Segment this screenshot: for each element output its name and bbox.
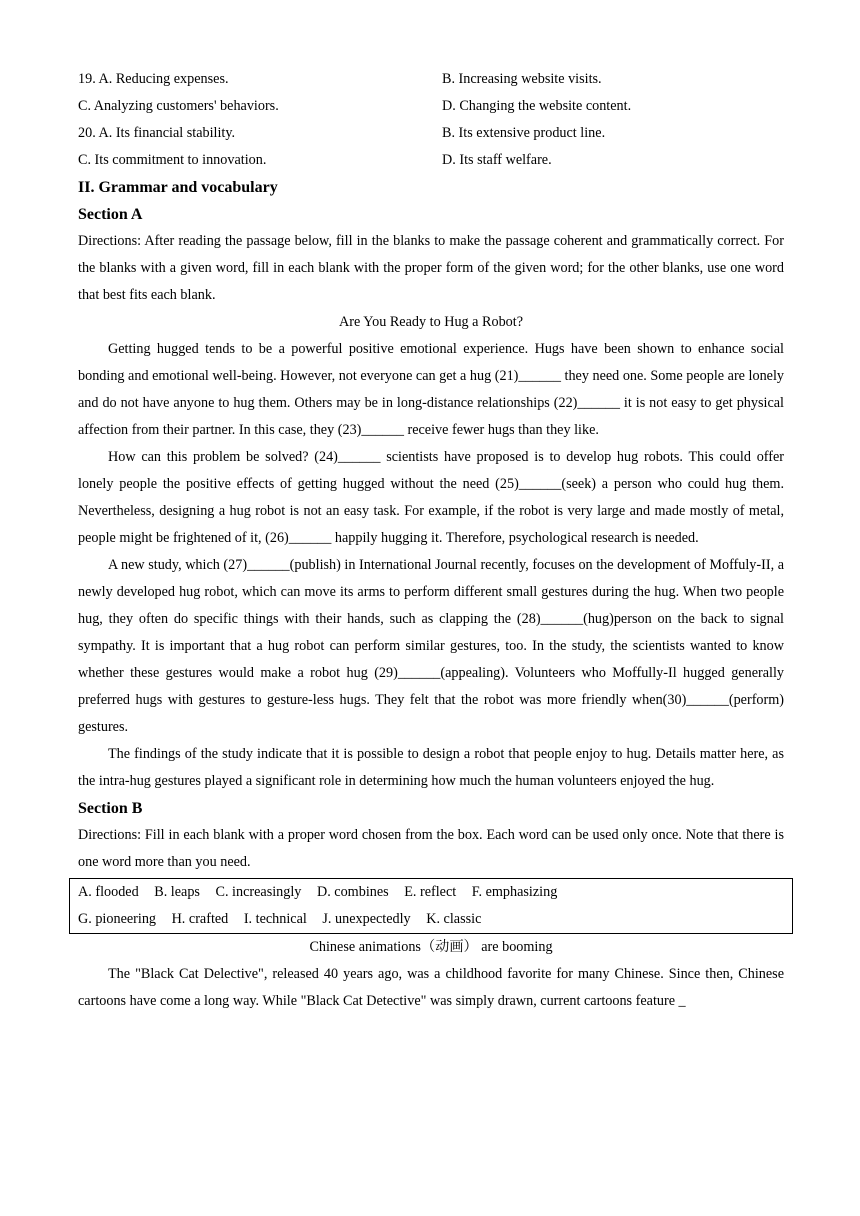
word-box-row <box>78 879 784 906</box>
word-option: F. emphasizing <box>471 884 558 900</box>
section-a-heading: Section A <box>78 206 143 223</box>
option-row <box>78 93 784 120</box>
word-option: I. technical <box>243 911 307 927</box>
word-option: K. classic <box>426 911 482 927</box>
passage-paragraph: A new study, which (27)______(publish) in International Journal recently, focuses on the development of Moffuly-II, a newly developed hug robot, which can move its arms to perform different small gestures during the hug. When two people hug, they often do specific things with their hands, such as clapping the (28)______(hug)person on the back to signal sympathy. It is important that a hug robot can perform similar gestures, too. In the study, the scientists wanted to know whether these gestures would make a robot hug (29)______(appealing). Volunteers who Moffully-Il hugged generally preferred hugs with gestures to gesture-less hugs. They felt that the robot was more friendly when(30)______(perform) gestures. <box>78 557 784 735</box>
word-box-row <box>78 906 784 933</box>
word-option: C. increasingly <box>215 884 302 900</box>
document-content <box>78 66 784 1015</box>
section-a-directions: Directions: After reading the passage below, fill in the blanks to make the passage coherent and grammatically correct. For the blanks with a given word, fill in each blank with the proper form of the given word; for the other blanks, use one word that best fits each blank. <box>78 233 784 303</box>
word-option: D. combines <box>316 884 389 900</box>
option-row <box>78 66 784 93</box>
word-option: E. reflect <box>404 884 457 900</box>
word-option: A. flooded <box>78 884 139 900</box>
option-right: D. Changing the website content. <box>442 98 632 114</box>
option-left: C. Its commitment to innovation. <box>78 152 267 168</box>
passage-paragraph: The findings of the study indicate that it is possible to design a robot that people enjoy to hug. Details matter here, as the intra-hug gestures played a significant role in determining how much the human volunteers enjoyed the hug. <box>78 746 784 789</box>
word-option: G. pioneering <box>78 911 157 927</box>
section-b-title: Chinese animations（动画） are booming <box>309 939 553 955</box>
option-left: 19. A. Reducing expenses. <box>78 71 229 87</box>
word-option: H. crafted <box>171 911 229 927</box>
passage-paragraph: Getting hugged tends to be a powerful positive emotional experience. Hugs have been shown to enhance social bonding and emotional well-being. However, not everyone can get a hug (21)______ they need one. Some people are lonely and do not have anyone to hug them. Others may be in long-distance relationships (22)______ it is not easy to get physical affection from their partner. In this case, they (23)______ receive fewer hugs than they like. <box>78 341 784 438</box>
passage-paragraph: The "Black Cat Delective", released 40 years ago, was a childhood favorite for many Chinese. Since then, Chinese cartoons have come a long way. While "Black Cat Detective" was simply drawn, current cartoons feature _ <box>78 966 784 1009</box>
word-option: J. unexpectedly <box>322 911 411 927</box>
option-right: D. Its staff welfare. <box>442 152 552 168</box>
word-option: B. leaps <box>154 884 200 900</box>
option-left: 20. A. Its financial stability. <box>78 125 236 141</box>
word-box <box>69 878 793 934</box>
option-right: B. Its extensive product line. <box>442 125 606 141</box>
part-heading: II. Grammar and vocabulary <box>78 179 278 196</box>
option-row <box>78 120 784 147</box>
section-a-title: Are You Ready to Hug a Robot? <box>338 314 524 330</box>
section-b-heading: Section B <box>78 800 143 817</box>
section-b-directions: Directions: Fill in each blank with a proper word chosen from the box. Each word can be used only once. Note that there is one word more than you need. <box>78 827 784 870</box>
passage-paragraph: How can this problem be solved? (24)______ scientists have proposed is to develop hug robots. This could offer lonely people the positive effects of getting hugged without the need (25)______(seek) a person who could hug them. Nevertheless, designing a hug robot is not an easy task. For example, if the robot is very large and made mostly of metal, people might be frightened of it, (26)______ happily hugging it. Therefore, psychological research is needed. <box>78 449 784 546</box>
option-row <box>78 147 784 174</box>
option-right: B. Increasing website visits. <box>442 71 602 87</box>
option-left: C. Analyzing customers' behaviors. <box>78 98 279 114</box>
